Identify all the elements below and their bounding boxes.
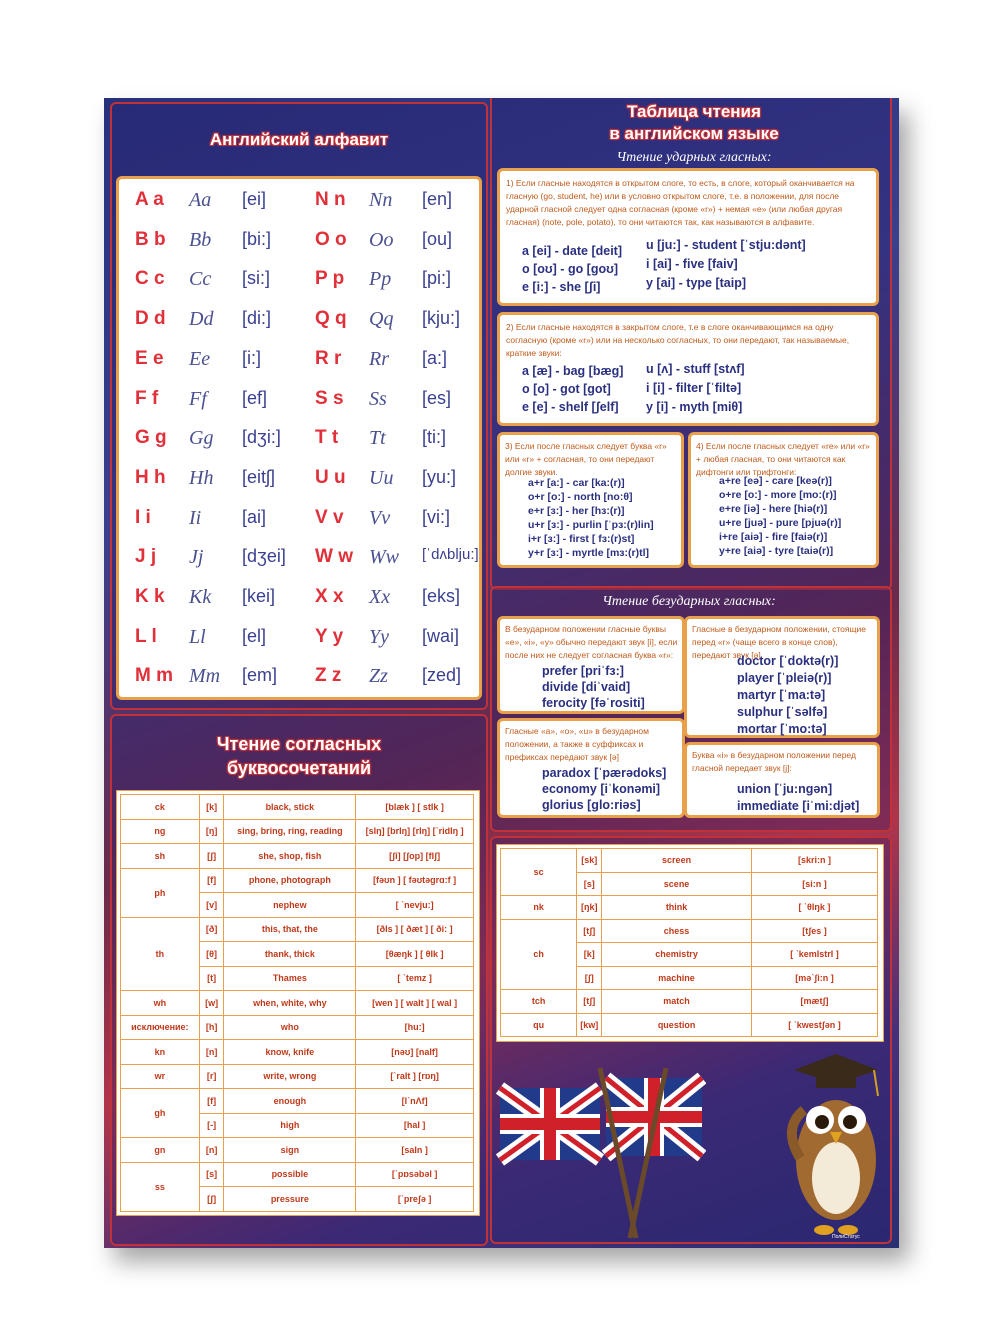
transcription-cell: [ˋraIt ] [rɒŋ]: [356, 1064, 474, 1089]
combo-cell: kn: [121, 1040, 200, 1065]
alphabet-cursive: Bb: [189, 228, 212, 251]
alphabet-letter: U u: [315, 466, 346, 488]
alphabet-letter: V v: [315, 506, 344, 528]
transcription-cell: [si:n ]: [751, 872, 877, 896]
example-line: o+re [o:] - more [mo:(r)]: [719, 489, 837, 501]
words-cell: nephew: [224, 893, 356, 918]
sound-cell: [k]: [577, 943, 602, 967]
sound-cell: [ʃ]: [199, 844, 224, 869]
words-cell: know, knife: [224, 1040, 356, 1065]
reading-title-line2: в английском языке: [609, 124, 779, 143]
example-line: u+re [juə] - pure [pjuə(r)]: [719, 517, 842, 529]
alphabet-letter: G g: [135, 427, 167, 449]
unstressed-card-1: [497, 616, 685, 714]
example-line: y+re [aiə] - tyre [taiə(r)]: [719, 545, 834, 557]
alphabet-letter: B b: [135, 228, 166, 250]
alphabet-cursive: Ee: [189, 347, 211, 370]
example-line: immediate [iˈmi:djət]: [737, 799, 860, 813]
alphabet-letter: D d: [135, 308, 166, 330]
rule3-card: [497, 432, 684, 568]
sound-cell: [t]: [199, 966, 224, 991]
sound-cell: [f]: [199, 868, 224, 893]
alphabet-transcription: [ei]: [242, 189, 267, 209]
alphabet-transcription: [wai]: [422, 625, 460, 646]
example-line: union [ˈju:ngən]: [737, 782, 833, 796]
alphabet-transcription: [eitʃ]: [242, 466, 276, 487]
sound-cell: [sk]: [577, 849, 602, 873]
example-line: ferocity [fəˈrositi]: [542, 696, 645, 710]
words-cell: phone, photograph: [224, 868, 356, 893]
table-row: [121, 795, 474, 820]
alphabet-cursive: Rr: [369, 347, 389, 370]
alphabet-transcription: [dʒi:]: [242, 427, 281, 448]
table-row: [501, 896, 878, 920]
alphabet-cursive: Ff: [189, 387, 207, 410]
words-cell: pressure: [224, 1187, 356, 1212]
alphabet-cursive: Qq: [369, 308, 394, 331]
combo-cell: wh: [121, 991, 200, 1016]
sound-cell: [ð]: [199, 917, 224, 942]
transcription-cell: [mætʃ]: [751, 990, 877, 1014]
example-line: a [ei] - date [deit]: [522, 244, 623, 258]
alphabet-transcription: [ai]: [242, 506, 267, 527]
transcription-cell: [tʃes ]: [751, 919, 877, 943]
words-cell: write, wrong: [224, 1064, 356, 1089]
alphabet-cursive: Ss: [369, 387, 387, 410]
words-cell: chemistry: [602, 943, 752, 967]
transcription-cell: [ ˋtemz ]: [356, 966, 474, 991]
table-row: [501, 990, 878, 1014]
words-cell: chess: [602, 919, 752, 943]
rule2-text: 2) Если гласные находятся в закрытом слоге, т.е в слоге оканчивающимся на одну согласную (кроме «r») или на несколько согласных, то они передают, так называемые, краткие звуки:: [506, 322, 850, 358]
alphabet-letter: C c: [135, 268, 165, 290]
example-line: a [æ] - bag [bæg]: [522, 364, 624, 378]
combo-cell: ss: [121, 1162, 200, 1211]
alphabet-letter: O o: [315, 228, 347, 250]
poster: [104, 98, 899, 1248]
rule1-card: [497, 168, 879, 306]
example-line: e+r [з:] - her [hз:(r)]: [528, 505, 625, 517]
alphabet-cursive: Vv: [369, 506, 391, 529]
transcription-cell: [IˋnΛf]: [356, 1089, 474, 1114]
example-line: paradox [ˈpærədoks]: [542, 766, 667, 780]
combo-cell: исключение:: [121, 1015, 200, 1040]
sound-cell: [ʃ]: [199, 1187, 224, 1212]
transcription-cell: [ ˋkemIstrI ]: [751, 943, 877, 967]
transcription-cell: [hu:]: [356, 1015, 474, 1040]
alphabet-letter: N n: [315, 189, 346, 210]
words-cell: think: [602, 896, 752, 920]
alphabet-letter: H h: [135, 466, 166, 488]
reading-title-line1: Таблица чтения: [627, 102, 761, 121]
example-line: u [ʌ] - stuff [stʌf]: [646, 362, 745, 376]
transcription-cell: [ʃi] [ʃop] [fIʃ]: [356, 844, 474, 869]
alphabet-cursive: Tt: [369, 427, 386, 450]
unstressed-card-2: [684, 616, 880, 738]
alphabet-title: Английский алфавит: [209, 130, 389, 149]
transcription-cell: [ ˋθIŋk ]: [751, 896, 877, 920]
example-line: martyr [ˈma:tə]: [737, 688, 826, 702]
alphabet-letter: J j: [135, 546, 157, 568]
combo-cell: sc: [501, 849, 577, 896]
unstressed-card-3: [497, 718, 685, 818]
alphabet-transcription: [ef]: [242, 387, 268, 408]
alphabet-cursive: Ii: [189, 506, 202, 529]
alphabet-cursive: Nn: [369, 189, 393, 211]
alphabet-cursive: Zz: [369, 665, 388, 688]
sound-cell: [r]: [199, 1064, 224, 1089]
example-line: a+r [a:] - car [ka:(r)]: [528, 477, 625, 489]
alphabet-letter: F f: [135, 387, 159, 409]
flags-illustration: [496, 1048, 706, 1243]
sound-cell: [tʃ]: [577, 919, 602, 943]
sound-cell: [f]: [199, 1089, 224, 1114]
alphabet-transcription: [ou]: [422, 228, 453, 249]
alphabet-transcription: [pi:]: [422, 268, 452, 289]
sound-cell: [w]: [199, 991, 224, 1016]
transcription-cell: [wen ] [ waIt ] [ waI ]: [356, 991, 474, 1016]
transcription-cell: [ ˋnevju:]: [356, 893, 474, 918]
alphabet-transcription: [es]: [422, 387, 452, 408]
sound-cell: [v]: [199, 893, 224, 918]
alphabet-cursive: Hh: [189, 466, 214, 489]
transcription-cell: [ˋpɒsəbəl ]: [356, 1162, 474, 1187]
alphabet-letter: T t: [315, 427, 339, 449]
stressed-vowels-title: Чтение ударных гласных:: [616, 150, 772, 165]
example-line: y [ai] - type [taip]: [646, 276, 747, 290]
words-cell: match: [602, 990, 752, 1014]
example-line: economy [iˈkonəmi]: [542, 782, 661, 796]
combo-cell: ph: [121, 868, 200, 917]
combo-cell: sh: [121, 844, 200, 869]
owl-illustration: [774, 1048, 894, 1243]
alphabet-transcription: [kju:]: [422, 308, 461, 329]
alphabet-letter: E e: [135, 347, 164, 369]
alphabet-cursive: Kk: [189, 586, 212, 608]
example-line: o [oʊ] - go [goʊ]: [522, 262, 619, 276]
example-line: divide [diˈvaid]: [542, 680, 631, 694]
example-line: doctor [ˈdoktə(r)]: [737, 654, 839, 668]
words-cell: this, that, the: [224, 917, 356, 942]
words-cell: possible: [224, 1162, 356, 1187]
table-row: [121, 844, 474, 869]
combo-cell: qu: [501, 1013, 577, 1037]
words-cell: sing, bring, ring, reading: [224, 819, 356, 844]
alphabet-letter: Y y: [315, 625, 344, 647]
sound-cell: [s]: [577, 872, 602, 896]
example-line: o [o] - got [got]: [522, 382, 611, 396]
transcription-cell: [ðIs ] [ ðæt ] [ ði: ]: [356, 917, 474, 942]
words-cell: scene: [602, 872, 752, 896]
table-row: [121, 1064, 474, 1089]
words-cell: thank, thick: [224, 942, 356, 967]
transcription-cell: [sIŋ] [brIŋ] [rIŋ] [ˋridIŋ ]: [356, 819, 474, 844]
example-line: u [ju:] - student [ˈstju:dənt]: [646, 238, 806, 252]
alphabet-transcription: [si:]: [242, 268, 271, 289]
example-line: e+re [iə] - here [hiə(r)]: [719, 503, 828, 515]
combo-cell: gh: [121, 1089, 200, 1138]
transcription-cell: [blæk ] [ stIk ]: [356, 795, 474, 820]
transcription-cell: [fəʊn ] [ fəʊtəgrɑ:f ]: [356, 868, 474, 893]
sound-cell: [θ]: [199, 942, 224, 967]
sound-cell: [s]: [199, 1162, 224, 1187]
combo-cell: gn: [121, 1138, 200, 1163]
example-line: glorius [glo:riəs]: [542, 798, 641, 812]
table-row: [121, 1138, 474, 1163]
brand-logo: ПолиСтатус: [832, 1234, 860, 1240]
sound-cell: [h]: [199, 1015, 224, 1040]
sound-cell: [-]: [199, 1113, 224, 1138]
alphabet-transcription: [eks]: [422, 586, 461, 606]
words-cell: when, white, why: [224, 991, 356, 1016]
alphabet-cursive: Dd: [189, 308, 214, 331]
table-row: [121, 868, 474, 893]
table-row: [121, 1040, 474, 1065]
sound-cell: [tʃ]: [577, 990, 602, 1014]
transcription-cell: [skri:n ]: [751, 849, 877, 873]
consonants-title-line1: Чтение согласных: [216, 734, 382, 754]
unstressed-1-text: В безударном положении гласные буквы «e», «i», «y» обычно передают звук [i], если после них не следует согласная буква «r»:: [505, 624, 678, 660]
transcription-cell: [ ˋkwestʃən ]: [751, 1013, 877, 1037]
example-line: u+r [з:] - purlin [ˈpз:(r)lin]: [528, 519, 654, 531]
sound-cell: [ŋ]: [199, 819, 224, 844]
alphabet-letter: Q q: [315, 308, 347, 330]
example-line: prefer [priˈfз:]: [542, 664, 624, 678]
example-line: i [i] - filter [ˈfiltə]: [646, 381, 742, 395]
transcription-cell: [θæŋk ] [ θIk ]: [356, 942, 474, 967]
unstressed-card-4: [684, 742, 880, 818]
unstressed-2-text: Гласные в безударном положении, стоящие перед «r» (чаще всего в конце слов), передают звук [ə]: [692, 624, 866, 660]
alphabet-transcription: [di:]: [242, 308, 272, 329]
table-row: [501, 1013, 878, 1037]
alphabet-cursive: Oo: [369, 228, 394, 251]
unstressed-3-text: Гласные «a», «o», «u» в безударном положении, а также в суффиксах и префиксах передают звук [ə]: [505, 726, 649, 762]
alphabet-transcription: [a:]: [422, 347, 448, 368]
alphabet-letter: W w: [315, 546, 353, 568]
alphabet-transcription: [em]: [242, 665, 278, 686]
words-cell: she, shop, fish: [224, 844, 356, 869]
example-line: sulphur [ˈsəlfə]: [737, 705, 828, 719]
words-cell: black, stick: [224, 795, 356, 820]
alphabet-cursive: Cc: [189, 268, 212, 291]
words-cell: Thames: [224, 966, 356, 991]
example-line: e [i:] - she [ʃi]: [522, 280, 601, 294]
table-row: [121, 1015, 474, 1040]
alphabet-letter: I i: [135, 506, 151, 528]
alphabet-transcription: [i:]: [242, 347, 262, 368]
combo-cell: tch: [501, 990, 577, 1014]
alphabet-letter: Z z: [315, 665, 342, 687]
alphabet-letter: M m: [135, 665, 173, 687]
rule3-text: 3) Если после гласных следует буква «r» или «r» + согласная, то они передают долгие звуки.: [505, 441, 667, 477]
alphabet-cursive: Yy: [369, 625, 389, 648]
transcription-cell: [ˋpreʃə ]: [356, 1187, 474, 1212]
alphabet-transcription: [ti:]: [422, 427, 447, 448]
left-flag: [500, 1088, 600, 1160]
table-row: [121, 1162, 474, 1187]
consonants-table: [120, 794, 474, 1212]
alphabet-letter: S s: [315, 387, 344, 409]
transcription-cell: [məˋʃi:n ]: [751, 966, 877, 990]
example-line: i+re [aiə] - fire [faiə(r)]: [719, 531, 828, 543]
transcription-cell: [haI ]: [356, 1113, 474, 1138]
table-row: [121, 1089, 474, 1114]
alphabet-letter: A a: [135, 189, 164, 210]
alphabet-transcription: [el]: [242, 625, 267, 646]
alphabet-letter: P p: [315, 268, 345, 290]
rule4-text: 4) Если после гласных следует «re» или «r» + любая гласная, то они читаются как дифтонги или трифтонги:: [696, 441, 870, 477]
rule4-card: [688, 432, 879, 568]
unstressed-vowels-title: Чтение безударных гласных:: [602, 594, 776, 609]
example-line: y [i] - myth [miθ]: [646, 400, 743, 414]
sound-cell: [kw]: [577, 1013, 602, 1037]
alphabet-transcription: [ˈdʌblju:]: [422, 546, 479, 564]
alphabet-letter: L l: [135, 625, 157, 647]
words-cell: high: [224, 1113, 356, 1138]
example-line: y+r [з:] - myrtle [mз:(r)tl]: [528, 547, 649, 559]
unstressed-4-text: Буква «i» в безударном положении перед гласной передает звук [j]:: [692, 750, 856, 773]
alphabet-letter: R r: [315, 347, 342, 369]
alphabet-cursive: Xx: [369, 586, 391, 608]
words-cell: machine: [602, 966, 752, 990]
sound-cell: [n]: [199, 1138, 224, 1163]
alphabet-cursive: Gg: [189, 427, 214, 450]
alphabet-transcription: [vi:]: [422, 506, 451, 527]
alphabet-cursive: Pp: [369, 268, 392, 291]
alphabet-cursive: Mm: [189, 665, 221, 688]
table-row: [501, 919, 878, 943]
alphabet-letter: K k: [135, 586, 165, 607]
table-row: [501, 849, 878, 873]
words-cell: question: [602, 1013, 752, 1037]
combo-cell: th: [121, 917, 200, 991]
combo-cell: ng: [121, 819, 200, 844]
example-line: e [e] - shelf [ʃelf]: [522, 400, 619, 414]
example-line: a+re [eə] - care [keə(r)]: [719, 475, 832, 487]
alphabet-cursive: Aa: [189, 189, 212, 211]
words-cell: sign: [224, 1138, 356, 1163]
consonants-table-2: [500, 848, 878, 1037]
alphabet-transcription: [en]: [422, 189, 453, 209]
table-row: [121, 991, 474, 1016]
consonants-title-line2: буквосочетаний: [226, 758, 372, 778]
combo-cell: wr: [121, 1064, 200, 1089]
example-line: mortar [ˈmo:tə]: [737, 722, 827, 736]
alphabet-transcription: [yu:]: [422, 466, 457, 487]
alphabet-cursive: Uu: [369, 466, 394, 489]
combo-cell: ck: [121, 795, 200, 820]
table-row: [121, 917, 474, 942]
combo-cell: ch: [501, 919, 577, 990]
combo-cell: nk: [501, 896, 577, 920]
alphabet-cursive: Ww: [369, 546, 399, 569]
alphabet-transcription: [bi:]: [242, 228, 272, 249]
sound-cell: [n]: [199, 1040, 224, 1065]
rule1-text: 1) Если гласные находятся в открытом слоге, то есть, в слоге, который оканчивается на гласную (go, student, he) или в условно открытом слоге, т.е. в положении, для после ударной гласной следует одна согласная (кроме «r») + немая «e» (или любая другая гласная) (note, pole, potato), то они читаются так, как называются в алфавите.: [506, 178, 855, 227]
alphabet-card: [116, 176, 482, 700]
words-cell: screen: [602, 849, 752, 873]
rule2-card: [497, 312, 879, 426]
example-line: player [ˈpleiə(r)]: [737, 671, 832, 685]
example-line: o+r [o:] - north [no:θ]: [528, 491, 633, 503]
alphabet-transcription: [kei]: [242, 586, 276, 606]
sound-cell: [k]: [199, 795, 224, 820]
alphabet-cursive: Jj: [189, 546, 204, 569]
alphabet-transcription: [zed]: [422, 665, 462, 686]
alphabet-cursive: Ll: [189, 625, 206, 648]
words-cell: who: [224, 1015, 356, 1040]
example-line: i [ai] - five [faiv]: [646, 257, 738, 271]
sound-cell: [ʃ]: [577, 966, 602, 990]
example-line: i+r [з:] - first [ fз:(r)st]: [528, 533, 635, 545]
words-cell: enough: [224, 1089, 356, 1114]
alphabet-transcription: [dʒei]: [242, 546, 286, 567]
table-row: [121, 819, 474, 844]
sound-cell: [ŋk]: [577, 896, 602, 920]
alphabet-letter: X x: [315, 586, 344, 607]
transcription-cell: [nəʊ] [naIf]: [356, 1040, 474, 1065]
transcription-cell: [saIn ]: [356, 1138, 474, 1163]
